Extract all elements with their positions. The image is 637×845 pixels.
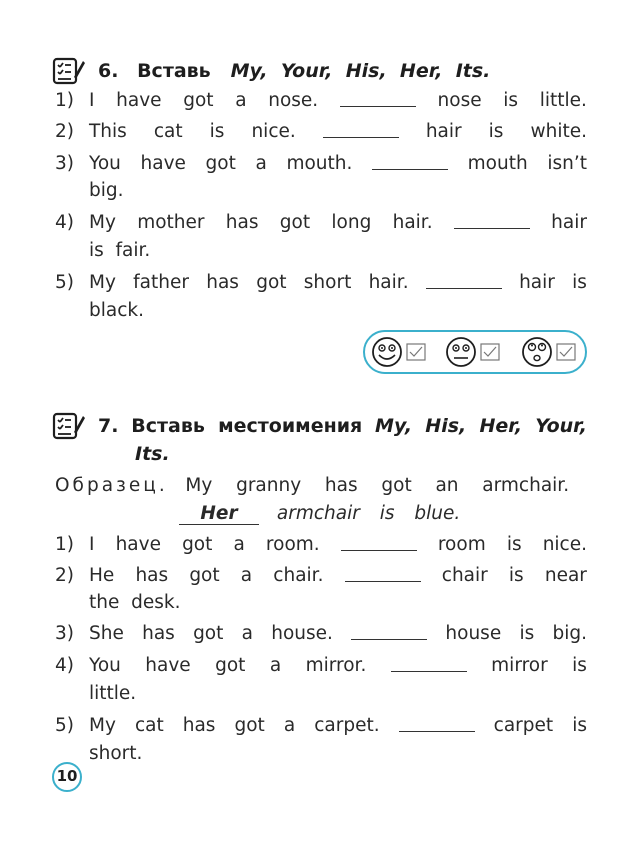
word: got — [234, 715, 265, 736]
word: My — [89, 212, 116, 233]
self-assessment-rating — [363, 330, 587, 374]
word: nice. — [542, 534, 587, 555]
task6-item-continuation: big. — [89, 180, 124, 201]
word: nose. — [268, 90, 319, 111]
smiley-face-icon — [373, 338, 401, 366]
task6-number: 6. — [98, 60, 119, 82]
word: house. — [271, 623, 333, 644]
example-word: is — [379, 503, 395, 524]
word: You — [89, 153, 121, 174]
task6-heading — [98, 60, 490, 82]
word: got — [182, 534, 213, 555]
word: short — [303, 272, 352, 293]
word: My — [89, 715, 116, 736]
task7-words-line2: Its. — [135, 443, 170, 465]
word: nose — [437, 90, 482, 111]
surprised-face-icon — [523, 338, 551, 366]
word: is — [506, 534, 522, 555]
word: cat — [134, 715, 164, 736]
word: a — [269, 655, 282, 676]
answer-blank[interactable] — [399, 715, 475, 732]
task7-item-continuation: short. — [89, 743, 143, 764]
word: a — [233, 534, 245, 555]
word: has — [206, 272, 239, 293]
rating-faces — [365, 332, 585, 372]
task7-words-line1: My, His, Her, Your, — [375, 415, 587, 437]
page-number: 10 — [52, 762, 82, 792]
example-label: Образец. — [55, 475, 168, 496]
example-text: My granny has got an armchair. — [185, 475, 570, 496]
word: I — [89, 90, 95, 111]
word: mouth. — [286, 153, 353, 174]
word: got — [256, 272, 287, 293]
task7-heading-line2 — [135, 443, 170, 465]
word: has — [135, 565, 169, 586]
word: is — [519, 623, 535, 644]
task6-item-sentence — [89, 272, 587, 293]
task6-item-index: 3) — [55, 153, 74, 174]
task-notebook-icon — [52, 410, 86, 440]
task7-item-index: 1) — [55, 534, 74, 555]
word: big. — [552, 623, 587, 644]
task6-item-continuation: is fair. — [89, 240, 151, 261]
word: got — [215, 655, 246, 676]
word: is — [572, 715, 587, 736]
answer-blank[interactable] — [372, 153, 448, 170]
word: is — [508, 565, 524, 586]
word: hair — [425, 121, 462, 142]
checkbox-icon — [481, 344, 499, 360]
task7-item-sentence — [89, 534, 587, 555]
word: I — [89, 534, 95, 555]
task7-item-sentence — [89, 715, 587, 736]
task6-item-sentence — [89, 90, 587, 111]
word: hair. — [368, 272, 409, 293]
word: has — [142, 623, 175, 644]
word: isn’t — [547, 153, 587, 174]
word: She — [89, 623, 124, 644]
word: got — [183, 90, 214, 111]
answer-blank[interactable] — [345, 565, 421, 582]
word: have — [145, 655, 191, 676]
answer-blank[interactable] — [323, 121, 399, 138]
word: hair — [551, 212, 587, 233]
answer-blank[interactable] — [341, 534, 417, 551]
word: little. — [539, 90, 587, 111]
word: mother — [137, 212, 205, 233]
word: white. — [530, 121, 587, 142]
word: a — [235, 90, 247, 111]
task7-instruction: Вставь местоимения — [131, 415, 363, 437]
answer-blank[interactable] — [391, 655, 467, 672]
answer-blank[interactable] — [351, 623, 427, 640]
word: house — [445, 623, 502, 644]
task6-item-index: 2) — [55, 121, 74, 142]
task6-item-sentence — [89, 212, 587, 233]
word: hair — [519, 272, 555, 293]
task7-item-sentence — [89, 623, 587, 644]
word: a — [283, 715, 296, 736]
word: is — [503, 90, 519, 111]
answer-blank[interactable] — [454, 212, 530, 229]
word: room. — [265, 534, 320, 555]
example-answer-line — [179, 503, 460, 525]
word: carpet — [493, 715, 554, 736]
word: have — [115, 534, 161, 555]
task6-item-sentence — [89, 153, 587, 174]
task7-item-sentence — [89, 655, 587, 676]
task6-item-index: 1) — [55, 90, 74, 111]
word: got — [193, 623, 224, 644]
task7-item-continuation: the desk. — [89, 592, 181, 613]
word: hair. — [392, 212, 433, 233]
word: have — [116, 90, 162, 111]
word: He — [89, 565, 115, 586]
word: have — [140, 153, 186, 174]
word: a — [241, 623, 253, 644]
word: mouth — [467, 153, 528, 174]
task7-item-continuation: little. — [89, 683, 137, 704]
example-line — [55, 475, 569, 496]
word: has — [225, 212, 259, 233]
word: nice. — [251, 121, 296, 142]
task7-item-index: 2) — [55, 565, 74, 586]
task6-item-sentence — [89, 121, 587, 142]
word: got — [189, 565, 220, 586]
word: a — [240, 565, 253, 586]
word: This — [89, 121, 127, 142]
answer-blank[interactable] — [340, 90, 416, 107]
word: mirror. — [305, 655, 367, 676]
example-word: blue. — [414, 503, 461, 524]
answer-blank[interactable] — [426, 272, 502, 289]
word: is — [572, 272, 587, 293]
word: father — [133, 272, 189, 293]
word: chair. — [273, 565, 324, 586]
word: is — [488, 121, 504, 142]
word: near — [544, 565, 587, 586]
task7-item-index: 5) — [55, 715, 74, 736]
task7-number: 7. — [98, 415, 119, 437]
word: cat — [153, 121, 183, 142]
task6-instruction: Вставь — [137, 60, 211, 82]
example-answer: Her — [179, 503, 259, 525]
checkbox-icon — [557, 344, 575, 360]
checkbox-icon — [407, 344, 425, 360]
task7-item-index: 3) — [55, 623, 74, 644]
neutral-face-icon — [447, 338, 475, 366]
task7-item-index: 4) — [55, 655, 74, 676]
task6-item-continuation: black. — [89, 300, 144, 321]
example-word: armchair — [276, 503, 360, 524]
word: is — [209, 121, 225, 142]
word: got — [205, 153, 236, 174]
task6-item-index: 4) — [55, 212, 74, 233]
word: a — [255, 153, 267, 174]
task6-words: My, Your, His, Her, Its. — [230, 60, 491, 82]
task7-item-sentence — [89, 565, 587, 586]
task7-heading — [98, 415, 587, 437]
task-notebook-icon — [52, 55, 86, 85]
word: has — [182, 715, 216, 736]
word: mirror — [491, 655, 548, 676]
task6-item-index: 5) — [55, 272, 74, 293]
word: carpet. — [314, 715, 380, 736]
word: got — [279, 212, 311, 233]
word: My — [89, 272, 116, 293]
word: is — [572, 655, 587, 676]
word: long — [331, 212, 372, 233]
word: You — [89, 655, 121, 676]
word: room — [437, 534, 486, 555]
word: chair — [441, 565, 488, 586]
